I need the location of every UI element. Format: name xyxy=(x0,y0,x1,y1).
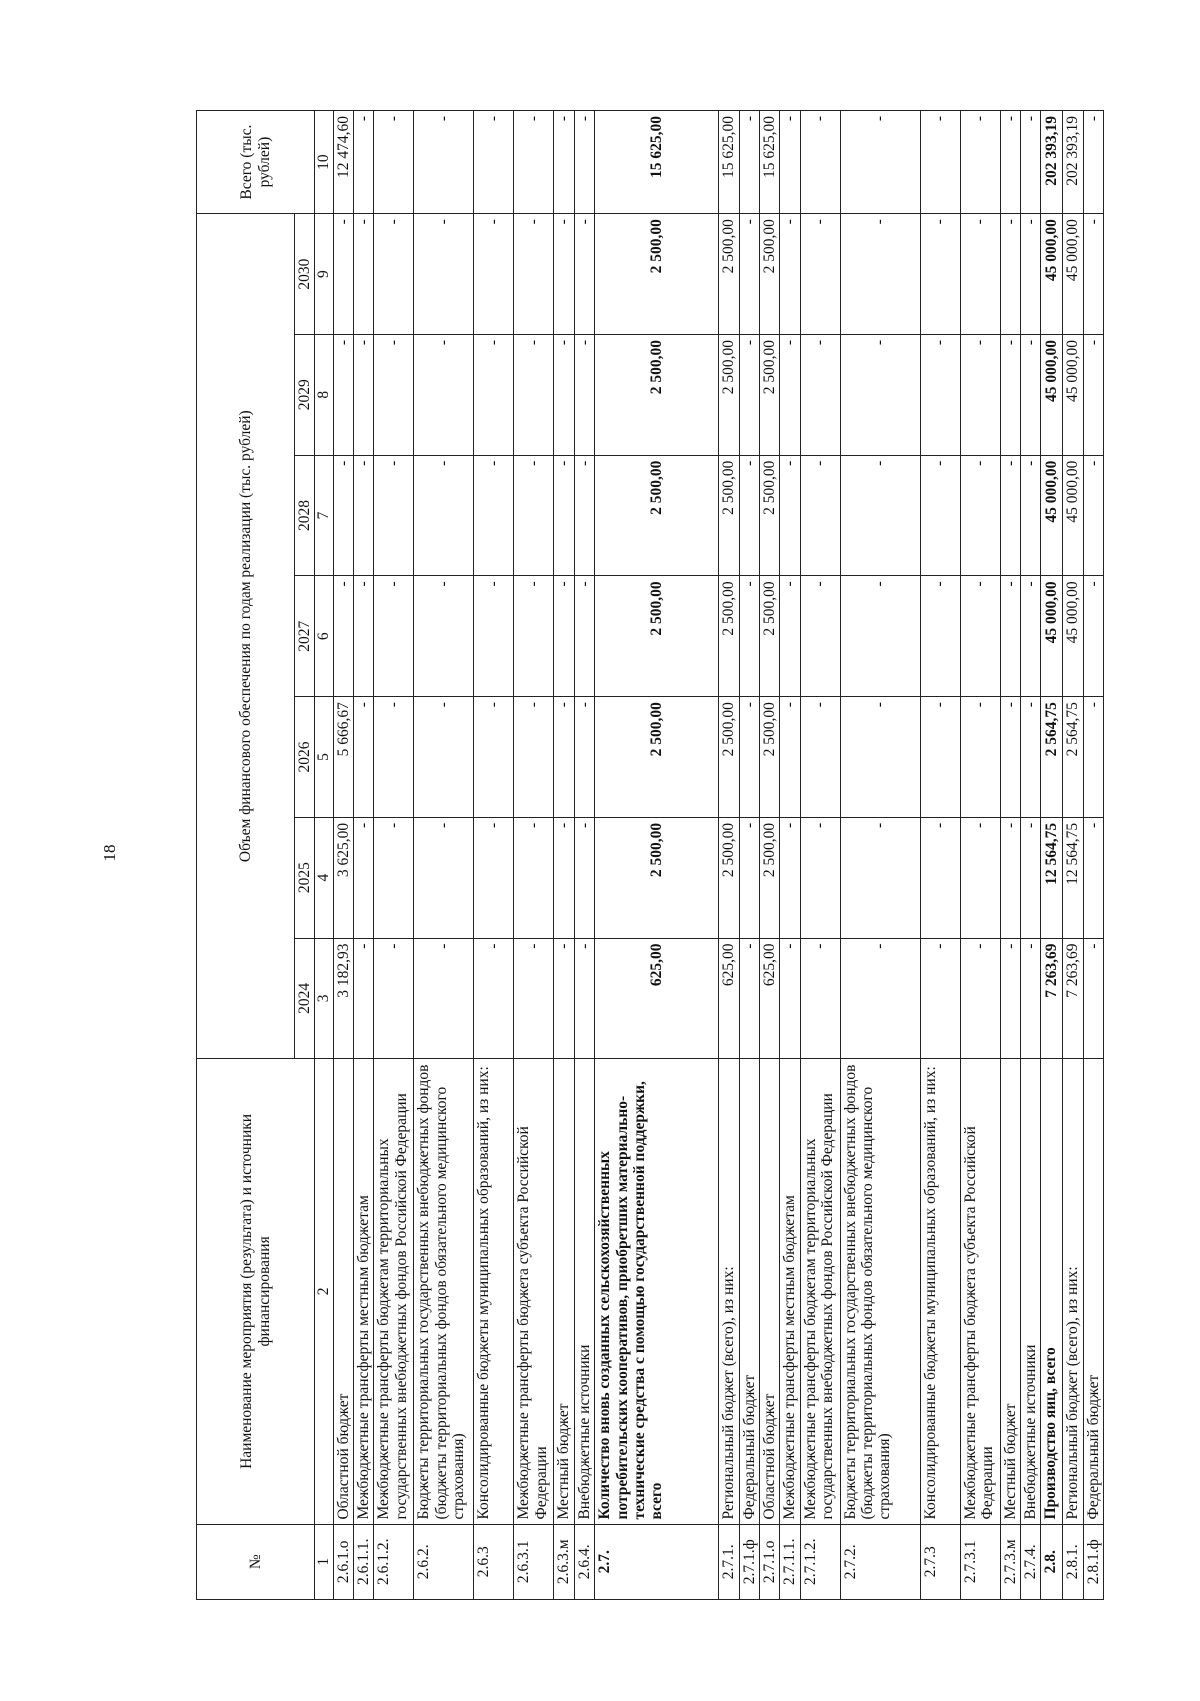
row-year-value: - xyxy=(920,214,960,335)
rotated-table-container xyxy=(196,110,1102,1600)
row-year-value: 2 500,00 xyxy=(719,576,739,697)
row-year-value: - xyxy=(574,817,594,938)
row-code: 2.7.3.1 xyxy=(960,1524,1000,1599)
column-index: 1 xyxy=(315,1524,333,1599)
row-name: Производство яиц, всего xyxy=(1041,1059,1063,1524)
row-name: Бюджеты территориальных государственных внебюджетных фондов (бюджеты территориальных фондов обязательного медицинского страхования) xyxy=(414,1059,474,1524)
row-year-value: - xyxy=(1000,576,1020,697)
row-year-value: - xyxy=(960,214,1000,335)
row-year-value: - xyxy=(960,938,1000,1059)
row-year-value: - xyxy=(739,576,759,697)
row-year-value: - xyxy=(1020,334,1040,455)
row-year-value: - xyxy=(960,576,1000,697)
table-row xyxy=(1020,111,1040,1600)
row-year-value: - xyxy=(374,697,414,818)
row-year-value: - xyxy=(574,697,594,818)
row-year-value: - xyxy=(354,576,374,697)
table-row xyxy=(354,111,374,1600)
row-name: Бюджеты территориальных государственных внебюджетных фондов (бюджеты территориальных фондов обязательного медицинского страхования) xyxy=(840,1059,920,1524)
row-year-value: 45 000,00 xyxy=(1063,455,1083,576)
row-year-value: - xyxy=(800,697,840,818)
column-index: 4 xyxy=(315,817,333,938)
header-volume: Объем финансового обеспечения по годам реализации (тыс. рублей) xyxy=(197,214,295,1059)
row-year-value: - xyxy=(374,817,414,938)
row-total-value: - xyxy=(920,111,960,214)
row-total-value: 12 474,60 xyxy=(333,111,353,214)
row-year-value: - xyxy=(514,214,554,335)
row-code: 2.7.3 xyxy=(920,1524,960,1599)
row-year-value: - xyxy=(1000,697,1020,818)
row-total-value: - xyxy=(1000,111,1020,214)
row-year-value: - xyxy=(514,697,554,818)
row-code: 2.8. xyxy=(1041,1524,1063,1599)
table-row xyxy=(374,111,414,1600)
row-year-value: - xyxy=(1000,455,1020,576)
header-year: 2025 xyxy=(295,817,315,938)
row-name: Межбюджетные трансферты бюджета субъекта Российской Федерации xyxy=(514,1059,554,1524)
table-row xyxy=(474,111,514,1600)
row-name: Межбюджетные трансферты бюджетам территориальных государственных внебюджетных фондов Российской Федерации xyxy=(800,1059,840,1524)
table-row xyxy=(920,111,960,1600)
row-year-value: - xyxy=(840,576,920,697)
row-year-value: 2 500,00 xyxy=(595,697,719,818)
row-total-value: - xyxy=(554,111,574,214)
row-year-value: - xyxy=(374,576,414,697)
row-code: 2.7.2. xyxy=(840,1524,920,1599)
row-year-value: - xyxy=(840,938,920,1059)
header-row-1 xyxy=(197,111,295,1600)
table-row xyxy=(554,111,574,1600)
row-year-value: - xyxy=(514,817,554,938)
row-year-value: - xyxy=(1083,817,1103,938)
row-year-value: - xyxy=(800,817,840,938)
row-name: Межбюджетные трансферты местным бюджетам xyxy=(780,1059,800,1524)
row-code: 2.7.4. xyxy=(1020,1524,1040,1599)
row-year-value: 12 564,75 xyxy=(1041,817,1063,938)
row-year-value: 7 263,69 xyxy=(1063,938,1083,1059)
row-year-value: - xyxy=(840,214,920,335)
row-year-value: 45 000,00 xyxy=(1041,576,1063,697)
row-code: 2.8.1.ф xyxy=(1083,1524,1103,1599)
row-name: Консолидированные бюджеты муниципальных образований, из них: xyxy=(920,1059,960,1524)
page-number: 18 xyxy=(100,844,119,862)
row-year-value: - xyxy=(780,214,800,335)
row-year-value: - xyxy=(920,334,960,455)
row-year-value: - xyxy=(920,817,960,938)
column-index: 7 xyxy=(315,455,333,576)
row-year-value: - xyxy=(354,817,374,938)
header-year: 2029 xyxy=(295,334,315,455)
row-total-value: 15 625,00 xyxy=(595,111,719,214)
row-year-value: - xyxy=(960,455,1000,576)
row-year-value: - xyxy=(574,455,594,576)
row-year-value: - xyxy=(414,938,474,1059)
table-row xyxy=(759,111,779,1600)
row-code: 2.7. xyxy=(595,1524,719,1599)
row-total-value: - xyxy=(354,111,374,214)
header-no: № xyxy=(197,1524,315,1599)
header-year: 2024 xyxy=(295,938,315,1059)
row-name: Межбюджетные трансферты бюджетам территориальных государственных внебюджетных фондов Российской Федерации xyxy=(374,1059,414,1524)
row-year-value: - xyxy=(414,214,474,335)
row-year-value: 12 564,75 xyxy=(1063,817,1083,938)
row-year-value: - xyxy=(333,455,353,576)
row-year-value: - xyxy=(780,334,800,455)
financing-table xyxy=(196,110,1104,1600)
row-year-value: - xyxy=(514,455,554,576)
row-year-value: 45 000,00 xyxy=(1063,214,1083,335)
row-year-value: - xyxy=(780,938,800,1059)
row-year-value: 2 500,00 xyxy=(595,576,719,697)
row-year-value: - xyxy=(739,697,759,818)
row-year-value: - xyxy=(1083,214,1103,335)
row-name: Внебюджетные источники xyxy=(574,1059,594,1524)
column-index: 8 xyxy=(315,334,333,455)
row-total-value: - xyxy=(414,111,474,214)
row-year-value: - xyxy=(474,455,514,576)
row-year-value: - xyxy=(374,455,414,576)
column-index: 6 xyxy=(315,576,333,697)
row-year-value: - xyxy=(514,576,554,697)
table-row xyxy=(840,111,920,1600)
row-year-value: - xyxy=(374,214,414,335)
row-year-value: 45 000,00 xyxy=(1063,576,1083,697)
row-total-value: - xyxy=(739,111,759,214)
row-code: 2.6.3.м xyxy=(554,1524,574,1599)
row-name: Областной бюджет xyxy=(759,1059,779,1524)
row-year-value: - xyxy=(1000,334,1020,455)
header-year: 2028 xyxy=(295,455,315,576)
row-total-value: 202 393,19 xyxy=(1063,111,1083,214)
column-index: 2 xyxy=(315,1059,333,1524)
row-name: Межбюджетные трансферты бюджета субъекта Российской Федерации xyxy=(960,1059,1000,1524)
row-year-value: - xyxy=(800,214,840,335)
row-year-value: 2 500,00 xyxy=(719,455,739,576)
row-year-value: - xyxy=(840,334,920,455)
row-name: Федеральный бюджет xyxy=(1083,1059,1103,1524)
column-index: 3 xyxy=(315,938,333,1059)
table-row xyxy=(574,111,594,1600)
row-total-value: - xyxy=(1020,111,1040,214)
row-year-value: 2 500,00 xyxy=(759,214,779,335)
row-year-value: - xyxy=(374,334,414,455)
row-code: 2.6.2. xyxy=(414,1524,474,1599)
row-year-value: - xyxy=(574,938,594,1059)
row-year-value: 45 000,00 xyxy=(1041,214,1063,335)
row-year-value: - xyxy=(554,817,574,938)
row-year-value: - xyxy=(1020,576,1040,697)
row-year-value: - xyxy=(554,455,574,576)
header-year: 2026 xyxy=(295,697,315,818)
table-row xyxy=(739,111,759,1600)
row-year-value: - xyxy=(574,334,594,455)
row-total-value: - xyxy=(780,111,800,214)
table-row xyxy=(1063,111,1083,1600)
row-year-value: - xyxy=(920,455,960,576)
row-year-value: - xyxy=(1083,697,1103,818)
row-year-value: - xyxy=(960,697,1000,818)
row-year-value: - xyxy=(474,817,514,938)
row-year-value: 2 500,00 xyxy=(595,214,719,335)
row-year-value: 3 182,93 xyxy=(333,938,353,1059)
row-total-value: - xyxy=(1083,111,1103,214)
row-year-value: - xyxy=(739,817,759,938)
row-year-value: - xyxy=(514,938,554,1059)
row-year-value: - xyxy=(354,455,374,576)
column-index: 9 xyxy=(315,214,333,335)
row-year-value: - xyxy=(414,697,474,818)
row-name: Внебюджетные источники xyxy=(1020,1059,1040,1524)
table-row xyxy=(595,111,719,1600)
row-year-value: - xyxy=(1000,817,1020,938)
row-year-value: - xyxy=(780,576,800,697)
table-row xyxy=(414,111,474,1600)
row-year-value: - xyxy=(414,334,474,455)
table-row xyxy=(719,111,739,1600)
row-year-value: 45 000,00 xyxy=(1041,455,1063,576)
row-year-value: - xyxy=(354,334,374,455)
row-year-value: - xyxy=(474,576,514,697)
row-year-value: 45 000,00 xyxy=(1063,334,1083,455)
row-name: Региональный бюджет (всего), из них: xyxy=(1063,1059,1083,1524)
row-year-value: - xyxy=(333,214,353,335)
row-year-value: - xyxy=(840,697,920,818)
row-total-value: - xyxy=(474,111,514,214)
row-year-value: 5 666,67 xyxy=(333,697,353,818)
row-year-value: - xyxy=(1020,938,1040,1059)
row-year-value: 2 500,00 xyxy=(595,334,719,455)
row-year-value: 2 500,00 xyxy=(719,214,739,335)
row-year-value: - xyxy=(1020,214,1040,335)
row-year-value: - xyxy=(554,334,574,455)
header-name: Наименование мероприятия (результата) и источники финансирования xyxy=(197,1059,315,1524)
row-year-value: 3 625,00 xyxy=(333,817,353,938)
row-year-value: - xyxy=(1000,214,1020,335)
row-code: 2.7.1.1. xyxy=(780,1524,800,1599)
row-year-value: 7 263,69 xyxy=(1041,938,1063,1059)
row-year-value: - xyxy=(840,817,920,938)
row-total-value: 15 625,00 xyxy=(719,111,739,214)
row-name: Областной бюджет xyxy=(333,1059,353,1524)
row-year-value: - xyxy=(920,938,960,1059)
row-year-value: - xyxy=(920,576,960,697)
row-code: 2.8.1. xyxy=(1063,1524,1083,1599)
row-name: Количество вновь созданных сельскохозяйственных потребительских кооперативов, приобретших материально-технические средства с помощью государственной поддержки, всего xyxy=(595,1059,719,1524)
header-total: Всего (тыс. рублей) xyxy=(197,111,315,214)
row-year-value: - xyxy=(840,455,920,576)
row-year-value: 2 500,00 xyxy=(759,697,779,818)
row-year-value: - xyxy=(739,334,759,455)
row-year-value: 2 500,00 xyxy=(759,334,779,455)
row-year-value: - xyxy=(780,697,800,818)
table-row xyxy=(800,111,840,1600)
table-row xyxy=(1041,111,1063,1600)
row-total-value: - xyxy=(514,111,554,214)
row-year-value: 2 500,00 xyxy=(719,334,739,455)
row-name: Межбюджетные трансферты местным бюджетам xyxy=(354,1059,374,1524)
header-year: 2030 xyxy=(295,214,315,335)
table-row xyxy=(1000,111,1020,1600)
column-index: 10 xyxy=(315,111,333,214)
row-year-value: - xyxy=(554,214,574,335)
row-year-value: 2 500,00 xyxy=(719,697,739,818)
row-year-value: - xyxy=(414,817,474,938)
row-year-value: - xyxy=(800,576,840,697)
row-year-value: - xyxy=(1083,334,1103,455)
row-name: Местный бюджет xyxy=(1000,1059,1020,1524)
row-code: 2.6.1.1. xyxy=(354,1524,374,1599)
row-year-value: - xyxy=(554,938,574,1059)
row-year-value: - xyxy=(474,334,514,455)
row-name: Местный бюджет xyxy=(554,1059,574,1524)
row-year-value: 625,00 xyxy=(719,938,739,1059)
row-year-value: - xyxy=(354,697,374,818)
row-year-value: 2 564,75 xyxy=(1041,697,1063,818)
row-code: 2.6.3 xyxy=(474,1524,514,1599)
table-row xyxy=(514,111,554,1600)
header-year: 2027 xyxy=(295,576,315,697)
row-total-value: - xyxy=(574,111,594,214)
row-year-value: 2 500,00 xyxy=(719,817,739,938)
column-index-row xyxy=(315,111,333,1600)
row-year-value: - xyxy=(414,455,474,576)
row-total-value: 15 625,00 xyxy=(759,111,779,214)
row-year-value: - xyxy=(800,455,840,576)
row-year-value: - xyxy=(1083,455,1103,576)
row-code: 2.7.1. xyxy=(719,1524,739,1599)
table-row xyxy=(333,111,353,1600)
row-year-value: 2 500,00 xyxy=(595,817,719,938)
row-year-value: - xyxy=(1020,817,1040,938)
row-year-value: - xyxy=(800,938,840,1059)
row-year-value: 45 000,00 xyxy=(1041,334,1063,455)
row-code: 2.7.1.2. xyxy=(800,1524,840,1599)
row-year-value: - xyxy=(333,576,353,697)
row-year-value: - xyxy=(800,334,840,455)
row-year-value: - xyxy=(474,938,514,1059)
row-code: 2.6.1.о xyxy=(333,1524,353,1599)
row-total-value: - xyxy=(840,111,920,214)
row-year-value: - xyxy=(780,455,800,576)
row-year-value: - xyxy=(514,334,554,455)
row-year-value: 2 500,00 xyxy=(759,455,779,576)
row-year-value: - xyxy=(554,697,574,818)
row-year-value: - xyxy=(1020,455,1040,576)
row-year-value: - xyxy=(739,214,759,335)
row-year-value: 2 500,00 xyxy=(595,455,719,576)
row-year-value: - xyxy=(474,214,514,335)
row-year-value: 625,00 xyxy=(759,938,779,1059)
row-year-value: - xyxy=(374,938,414,1059)
row-year-value: 2 500,00 xyxy=(759,576,779,697)
row-year-value: - xyxy=(739,938,759,1059)
table-row xyxy=(1083,111,1103,1600)
row-code: 2.7.1.о xyxy=(759,1524,779,1599)
row-code: 2.6.1.2. xyxy=(374,1524,414,1599)
row-year-value: - xyxy=(414,576,474,697)
column-index: 5 xyxy=(315,697,333,818)
row-year-value: - xyxy=(574,214,594,335)
row-name: Федеральный бюджет xyxy=(739,1059,759,1524)
row-code: 2.6.4. xyxy=(574,1524,594,1599)
row-year-value: - xyxy=(574,576,594,697)
row-year-value: 2 500,00 xyxy=(759,817,779,938)
row-year-value: - xyxy=(960,334,1000,455)
row-code: 2.7.1.ф xyxy=(739,1524,759,1599)
row-name: Консолидированные бюджеты муниципальных образований, из них: xyxy=(474,1059,514,1524)
row-name: Региональный бюджет (всего), из них: xyxy=(719,1059,739,1524)
table-row xyxy=(780,111,800,1600)
row-year-value: 625,00 xyxy=(595,938,719,1059)
row-code: 2.7.3.м xyxy=(1000,1524,1020,1599)
row-year-value: - xyxy=(739,455,759,576)
row-year-value: - xyxy=(1083,938,1103,1059)
row-code: 2.6.3.1 xyxy=(514,1524,554,1599)
row-year-value: - xyxy=(354,938,374,1059)
row-year-value: 2 564,75 xyxy=(1063,697,1083,818)
row-year-value: - xyxy=(333,334,353,455)
row-total-value: 202 393,19 xyxy=(1041,111,1063,214)
row-year-value: - xyxy=(474,697,514,818)
row-year-value: - xyxy=(354,214,374,335)
row-total-value: - xyxy=(960,111,1000,214)
row-year-value: - xyxy=(960,817,1000,938)
row-total-value: - xyxy=(800,111,840,214)
row-year-value: - xyxy=(1020,697,1040,818)
row-year-value: - xyxy=(1000,938,1020,1059)
row-year-value: - xyxy=(780,817,800,938)
row-year-value: - xyxy=(920,697,960,818)
row-year-value: - xyxy=(554,576,574,697)
row-year-value: - xyxy=(1083,576,1103,697)
row-total-value: - xyxy=(374,111,414,214)
table-row xyxy=(960,111,1000,1600)
